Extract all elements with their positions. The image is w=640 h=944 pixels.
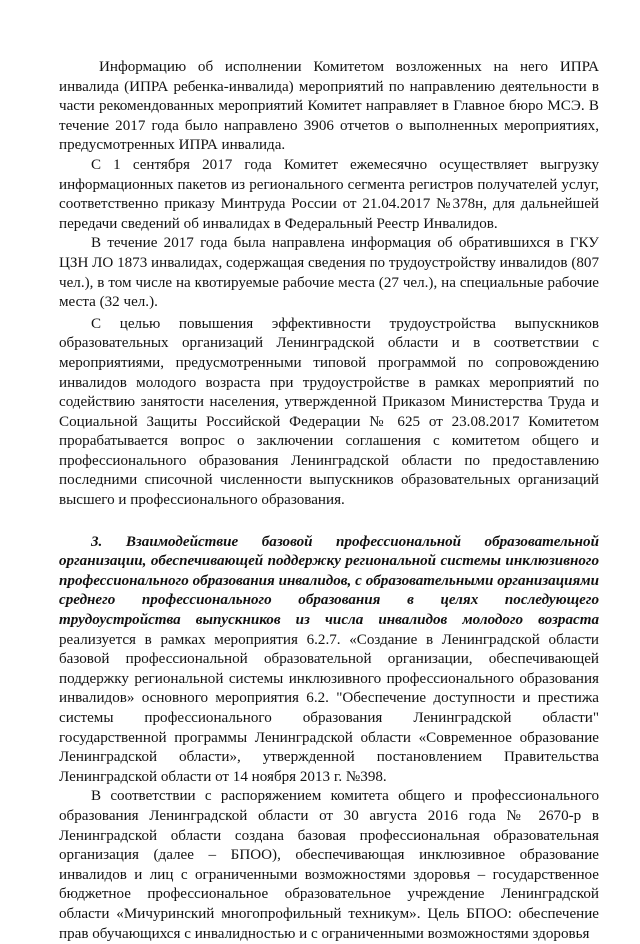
paragraph-graduates-employment: С целью повышения эффективности трудоустройства выпускников образовательных организаций Ленинградской области и в соответствии с мероприятиями, предусмотренными типовой программой по сопровождению инвалидов молодого возраста при трудоустройстве в рамках мероприятий по содействию занятости населения, утвержденной Приказом Министерства Труда и Социальной Защиты Российской Федерации № 625 от 23.08.2017 Комитетом прорабатывается вопрос о заключении соглашения с комитетом общего и профессионального образования Ленинградской области по предоставлению последними списочной численности выпускников образовательных организаций высшего и профессионального образования. (59, 315, 599, 509)
paragraph-ipra-reports: Информацию об исполнении Комитетом возложенных на него ИПРА инвалида (ИПРА ребенка-инвалида) мероприятий по направлению деятельности в части рекомендованных мероприятий Комитет направляет в Главное бюро МСЭ. В течение 2017 года было направлено 3906 отчетов о выполненных мероприятиях, предусмотренных ИПРА инвалида. (59, 59, 599, 154)
paragraph-bpoo: В соответствии с распоряжением комитета общего и профессионального образования Ленинградской области от 30 августа 2016 года № 2670-р в Ленинградской области создана базовая профессиональная образовательная организация (далее – БПОО), обеспечивающая инклюзивное образование инвалидов и лиц с ограниченными возможностями здоровья – государственное бюджетное профессиональное образовательное учреждение Ленинградской области «Мичуринский многопрофильный техникум». Цель БПОО: обеспечение прав обучающихся с инвалидностью и с ограниченными возможностями здоровья (59, 788, 599, 942)
section-3-body: реализуется в рамках мероприятия 6.2.7. «Создание в Ленинградской области базовой профессиональной образовательной организации, обеспечивающей поддержку региональной системы инклюзивного профессионального образования инвалидов» основного мероприятия 6.2. "Обеспечение доступности и престижа системы профессионального образования Ленинградской области" государственной программы Ленинградской области «Современное образование Ленинградской области», утвержденной постановлением Правительства Ленинградской области от 14 ноября 2013 г. №398. (59, 631, 599, 785)
paragraph-registry-upload: С 1 сентября 2017 года Комитет ежемесячно осуществляет выгрузку информационных пакетов из регионального сегмента регистров получателей услуг, соответственно приказу Минтруда России от 21.04.2017 №378н, для дальнейшей передачи сведений об инвалидах в Федеральный Реестр Инвалидов. (59, 156, 599, 232)
section-3-heading: 3. Взаимодействие базовой профессиональной образовательной организации, обеспечивающей поддержку региональной системы инклюзивного профессионального образования инвалидов, с образовательными организациями среднего профессионального образования в целях последующего трудоустройства выпускников из числа инвалидов молодого возраста (59, 533, 599, 629)
section-3 (59, 533, 599, 788)
paragraph-employment-info: В течение 2017 года была направлена информация об обратившихся в ГКУ ЦЗН ЛО 1873 инвалидах, содержащая сведения по трудоустройству инвалидов (807 чел.), в том числе на квотируемые рабочие места (27 чел.), на специальные рабочие места (32 чел.). (59, 235, 599, 311)
document-page (59, 58, 599, 944)
